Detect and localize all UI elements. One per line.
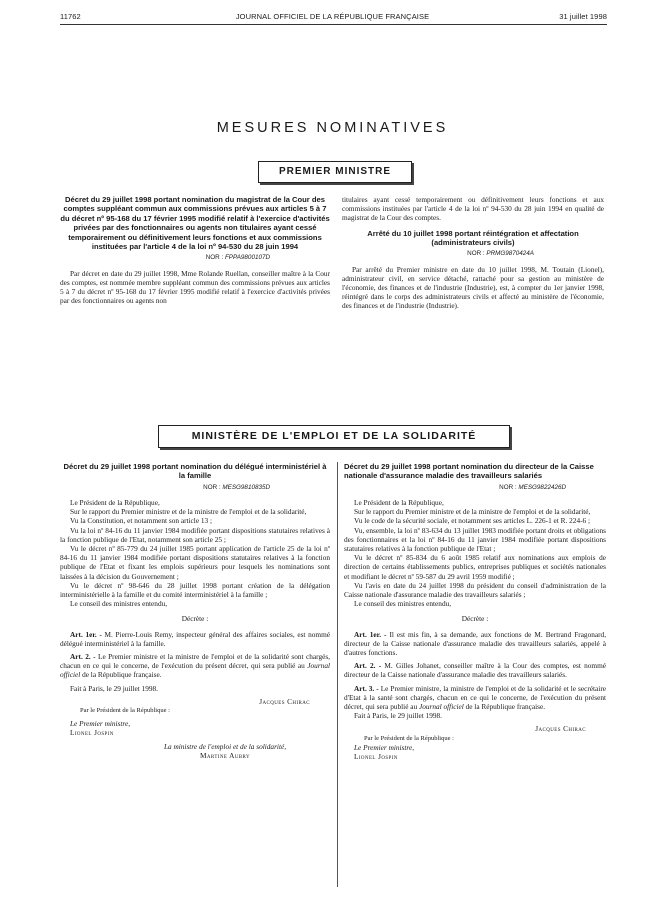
pm-name: Lionel Jospin: [354, 752, 398, 762]
ministre-title: La ministre de l'emploi et de la solidarité,: [163, 741, 287, 751]
decree3-p1: Le Président de la République,: [70, 498, 160, 508]
signature-president: Jacques Chirac: [535, 724, 586, 734]
par-le-president: Par le Président de la République :: [80, 707, 170, 715]
decree3-p4: Vu la loi nº 84-16 du 11 janvier 1984 modifiée portant dispositions statutaires relatives à la fonction publique de l'Etat, notamment son article 25 ;: [60, 525, 330, 544]
journal-officiel-ref: Journal officiel: [60, 661, 330, 680]
article-text-end: de la République française.: [82, 670, 162, 680]
decree4-p3: Vu le code de la sécurité sociale, et notamment ses articles L. 226-1 et R. 224-6 ;: [354, 516, 591, 526]
article-text: M. Pierre-Louis Remy, inspecteur général des affaires sociales, est nommé délégué interministériel à la famille.: [60, 629, 331, 648]
decree1-body: Par décret en date du 29 juillet 1998, Mme Rolande Ruellan, conseiller maître à la Cour des comptes, est nommée membre suppléant commun des commissions prévues aux articles 5 à 7 du décret nº 95-168 du 17 février 1995 modifié relatif à l'exercice d'activités privées par des fonctionnaires ou agents non: [60, 268, 330, 306]
nor-label: NOR :: [203, 483, 221, 491]
decree4-p2: Sur le rapport du Premier ministre et de la ministre de l'emploi et de la solidarité,: [354, 507, 591, 517]
article-text: Le Premier ministre, la ministre de l'emploi et de la solidarité et le secrétaire d'Etat à la santé sont chargés, chacun en ce qui le concerne, de l'exécution du présent décret, qui sera publié au: [344, 683, 606, 712]
decree3-column: [60, 462, 330, 760]
nor-code: MESG9810835D: [222, 483, 270, 491]
decree-column-right: [342, 195, 604, 311]
article-label: Art. 3. -: [354, 683, 379, 693]
page-number: 11762: [60, 12, 81, 21]
decree1-title: Décret du 29 juillet 1998 portant nomination du magistrat de la Cour des comptes suppléant commun aux commissions prévues aux articles 5 à 7 du décret nº 95-168 du 17 février 1995 modifié relatif à l'exercice d'activités privées par des fonctionnaires ou agents non titulaires ayant cessé temporairement ou définitivement leurs fonctions et aux commissions instituées par l'article 4 de la loi nº 94-530 du 28 juin 1994: [60, 195, 330, 252]
decree4-art3: [344, 684, 606, 712]
decree3-title: Décret du 29 juillet 1998 portant nomination du délégué interministériel à la famille: [63, 462, 327, 481]
decree4-p1: Le Président de la République,: [354, 498, 444, 508]
decree4-p6: Vu l'avis en date du 24 juillet 1998 du président du conseil d'administration de la Caisse nationale d'assurance maladie des travailleurs salariés ;: [344, 580, 606, 600]
decree3-p5: Vu le décret nº 85-779 du 24 juillet 1985 portant application de l'article 25 de la loi nº 84-16 du 11 janvier 1984 modifiée portant dispositions statutaires relatives à la fonction publique de l'Etat et fixant les emplois supérieurs pour lesquels les nominations sont laissées à la décision du Gouvernement ;: [60, 544, 330, 581]
article-label: Art. 2. -: [70, 652, 96, 662]
decree2-nor: [342, 249, 604, 258]
decree3-nor: [60, 483, 330, 492]
nor-code: FPPA9800107D: [224, 254, 270, 262]
decree3-p2: Sur le rapport du Premier ministre et de la ministre de l'emploi et de la solidarité,: [70, 507, 307, 517]
nor-code: PRMG9870424A: [486, 250, 534, 258]
decree3-p7: Le conseil des ministres entendu,: [70, 599, 168, 609]
decree3-p3: Vu la Constitution, et notamment son article 13 ;: [70, 516, 213, 526]
decree3-art1: [60, 630, 330, 648]
decree1-column-left: [60, 195, 330, 305]
column-divider: [337, 462, 338, 887]
section-title-ministere-emploi: MINISTÈRE DE L'EMPLOI ET DE LA SOLIDARITÉ: [158, 425, 510, 448]
decree4-art2: [344, 661, 606, 679]
article-text: M. Gilles Johanet, conseiller maître à la Cour des comptes, est nommé directeur de la Caisse nationale d'assurance maladie des travailleurs salariés.: [344, 661, 606, 680]
journal-officiel-ref: Journal officiel: [418, 702, 464, 712]
article-text-end: de la République française.: [465, 702, 546, 712]
header-rule: [60, 24, 607, 25]
article-label: Art. 1er. -: [70, 629, 102, 639]
decree3-fait: Fait à Paris, le 29 juillet 1998.: [70, 683, 158, 693]
section-title-premier-ministre: PREMIER MINISTRE: [258, 161, 412, 183]
article-text: Il est mis fin, à sa demande, aux fonctions de M. Bertrand Fragonard, directeur de la Caisse nationale d'assurance maladie des travailleurs salariés, appelé à d'autres fonctions.: [344, 629, 607, 658]
decree4-decrete: Décrète :: [461, 614, 489, 624]
article-label: Art. 1er. -: [354, 629, 387, 639]
decree1-body-continued: titulaires ayant cessé temporairement ou définitivement leurs fonctions et aux commissions instituées par l'article 4 de la loi nº 94-530 du 28 juin 1994 en qualité de magistrat de la Cour des comptes.: [342, 195, 604, 223]
decree4-p7: Le conseil des ministres entendu,: [354, 599, 452, 609]
decree4-title: Décret du 29 juillet 1998 portant nomination du directeur de la Caisse nationale d'assurance maladie des travailleurs salariés: [344, 462, 594, 481]
decree4-p5: Vu le décret nº 85-834 du 6 août 1985 relatif aux nominations aux emplois de direction de certains établissements publics, entreprises publiques et sociétés nationales et modifiant le décret nº 59-587 du 29 avril 1959 modifié ;: [344, 553, 606, 581]
signature-president: Jacques Chirac: [259, 696, 310, 706]
nor-code: MESG9822426D: [518, 483, 566, 491]
decree1-nor: [60, 253, 330, 262]
journal-title: JOURNAL OFFICIEL DE LA RÉPUBLIQUE FRANÇAISE: [235, 12, 430, 21]
par-le-president: Par le Président de la République :: [364, 734, 454, 742]
publication-date: 31 juillet 1998: [559, 12, 607, 21]
decree2-body: Par arrêté du Premier ministre en date du 10 juillet 1998, M. Toutain (Lionel), administrateur civil, en service détaché, rattaché pour sa gestion au ministère de l'économie, des finances et de l'industrie (Industrie), est, à compter du 1er janvier 1998, réintégré dans le corps des administrateurs civils et affecté au ministère de l'économie, des finances et de l'industrie (Industrie).: [342, 264, 604, 311]
decree4-p4: Vu, ensemble, la loi nº 83-634 du 13 juillet 1983 modifiée portant droits et obligations des fonctionnaires et la loi nº 84-16 du 11 janvier 1984 modifiée portant dispositions statutaires relatives à la fonction publique de l'Etat ;: [344, 525, 606, 554]
nor-label: NOR :: [205, 254, 224, 262]
decree3-decrete: Décrète :: [181, 614, 209, 624]
decree4-column: [344, 462, 606, 761]
pm-name: Lionel Jospin: [70, 728, 114, 738]
pm-title: Le Premier ministre,: [354, 742, 415, 752]
page-title: MESURES NOMINATIVES: [216, 120, 449, 136]
nor-label: NOR :: [467, 250, 485, 258]
pm-title: Le Premier ministre,: [70, 719, 131, 729]
article-text: Le Premier ministre et la ministre de l'emploi et de la solidarité sont chargés, chacun en ce qui le concerne, de l'exécution du présent décret, qui sera publié au: [60, 652, 330, 671]
nor-label: NOR :: [499, 483, 517, 491]
decree4-fait: Fait à Paris, le 29 juillet 1998.: [354, 711, 442, 721]
article-label: Art. 2. -: [354, 661, 382, 671]
decree4-nor: [344, 483, 606, 492]
decree3-p6: Vu le décret nº 98-646 du 28 juillet 1998 portant création de la délégation interministérielle à la famille et du comité interministériel à la famille ;: [60, 580, 330, 600]
decree2-title: Arrêté du 10 juillet 1998 portant réintégration et affectation (administrateurs civils): [367, 228, 579, 248]
ministre-name: Martine Aubry: [199, 750, 251, 760]
decree4-art1: [344, 630, 606, 658]
decree3-art2: [60, 652, 330, 680]
